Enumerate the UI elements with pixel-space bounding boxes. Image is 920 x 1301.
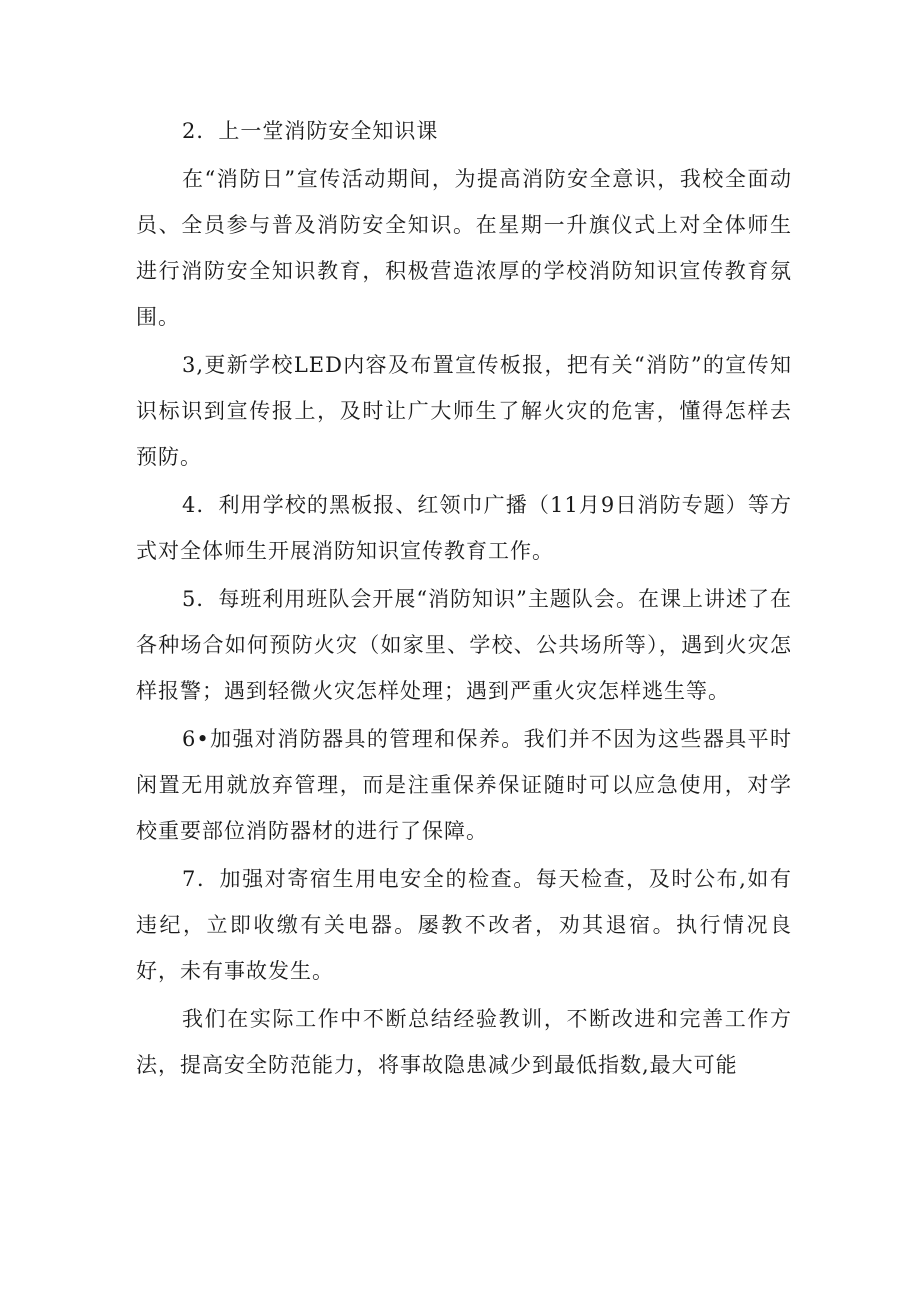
- paragraph-led-board: 3,更新学校LED内容及布置宣传板报，把有关“消防”的宣传知识标识到宣传报上，及时让广大师生了解火灾的危害，懂得怎样去预防。: [136, 353, 792, 469]
- section-heading: 2．上一堂消防安全知识课: [182, 119, 439, 143]
- paragraph-class-meeting: 5．每班利用班队会开展“消防知识”主题队会。在课上讲述了在各种场合如何预防火灾（如家里、学校、公共场所等），遇到火灾怎样报警；遇到轻微火灾怎样处理；遇到严重火灾怎样逃生等。: [136, 587, 792, 703]
- paragraph-blackboard-broadcast: 4．利用学校的黑板报、红领巾广播（11月9日消防专题）等方式对全体师生开展消防知识宣传教育工作。: [136, 493, 792, 563]
- paragraph-dorm-electricity: 7．加强对寄宿生用电安全的检查。每天检查，及时公布,如有违纪，立即收缴有关电器。屡教不改者，劝其退宿。执行情况良好，未有事故发生。: [136, 867, 792, 983]
- document-page: [136, 108, 792, 1090]
- paragraph-fire-day-campaign: 在“消防日”宣传活动期间，为提高消防安全意识，我校全面动员、全员参与普及消防安全知识。在星期一升旗仪式上对全体师生进行消防安全知识教育，积极营造浓厚的学校消防知识宣传教育氛围。: [136, 167, 792, 329]
- paragraph-summary: 我们在实际工作中不断总结经验教训，不断改进和完善工作方法，提高安全防范能力，将事故隐患减少到最低指数,最大可能: [136, 1007, 792, 1077]
- paragraph-equipment-maintenance: 6•加强对消防器具的管理和保养。我们并不因为这些器具平时闲置无用就放弃管理，而是注重保养保证随时可以应急使用，对学校重要部位消防器材的进行了保障。: [136, 727, 792, 843]
